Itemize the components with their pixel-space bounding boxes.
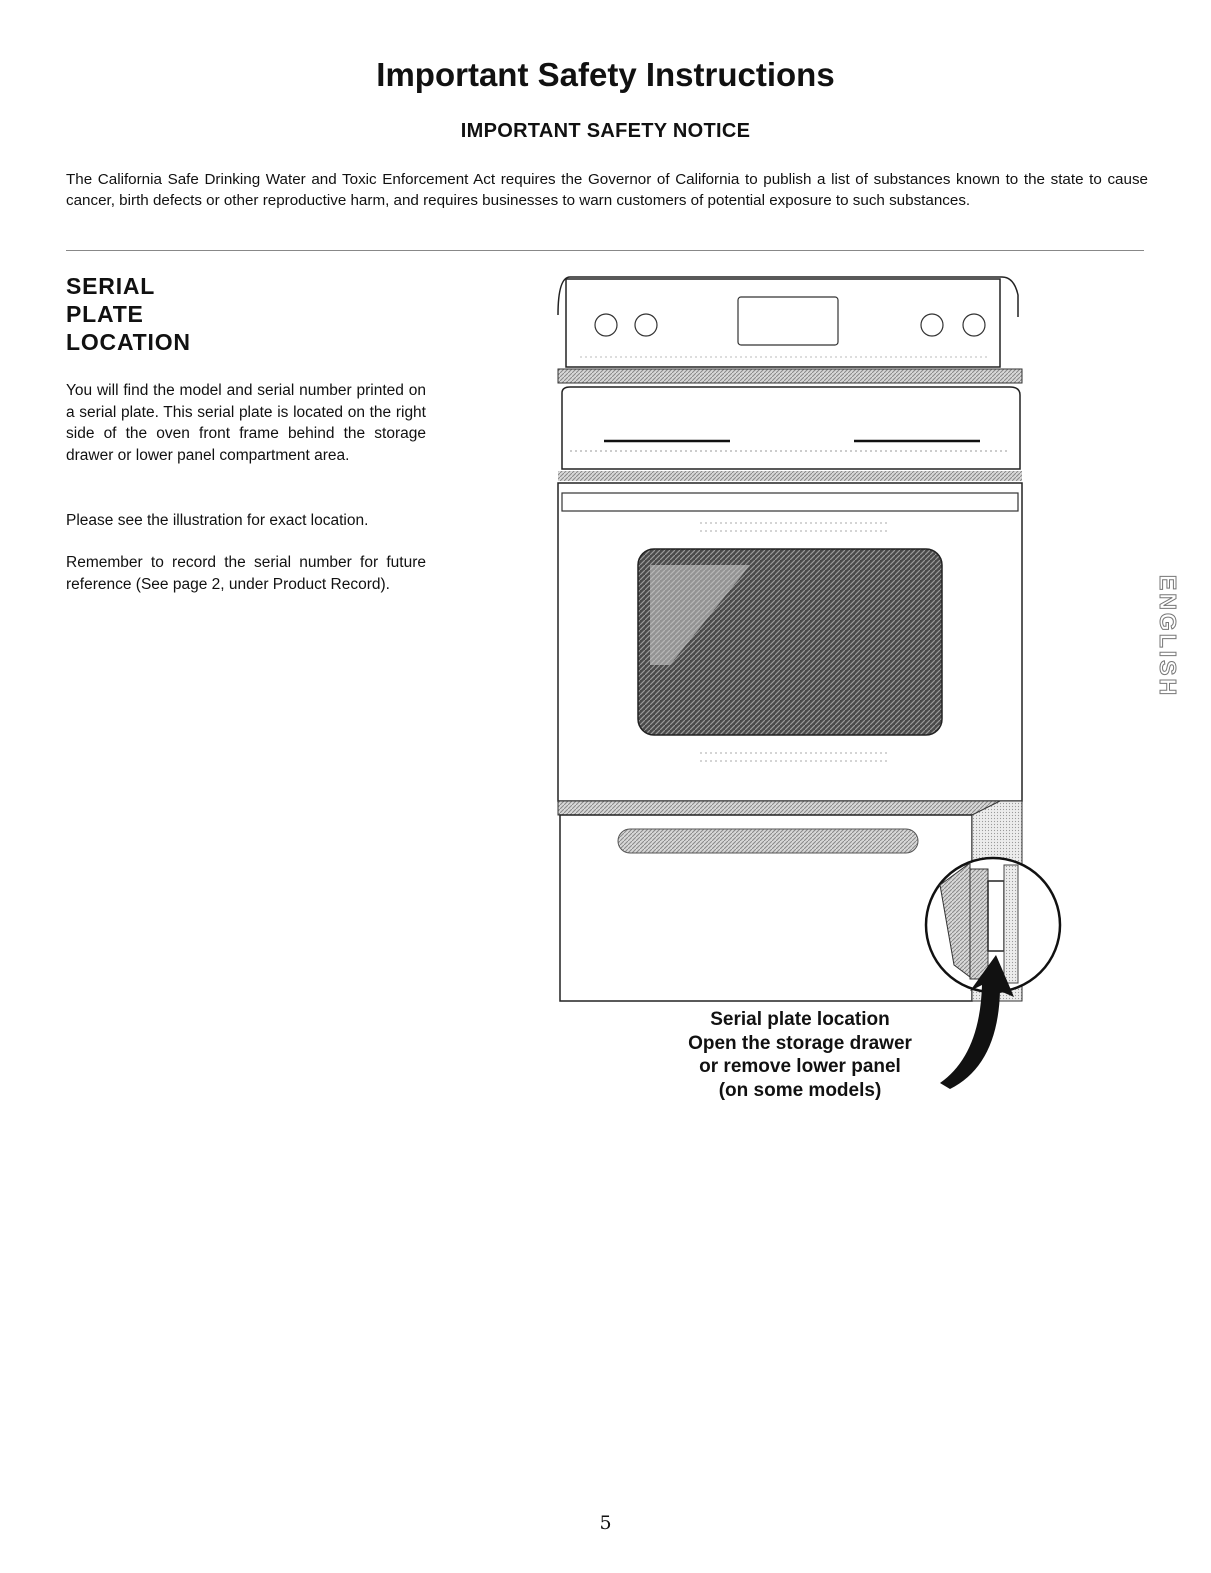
control-knob <box>595 314 617 336</box>
figure-caption <box>640 1008 960 1102</box>
serial-plate-paragraph: You will find the model and serial number printed on a serial plate. This serial plate is located on the right side of the oven front frame behind the storage drawer or lower panel compartment area. <box>66 382 426 464</box>
oven-door <box>558 483 1022 801</box>
control-knob <box>963 314 985 336</box>
caption-line: Serial plate location <box>710 1009 890 1030</box>
control-panel <box>558 277 1018 367</box>
control-knob <box>635 314 657 336</box>
caption-line: or remove lower panel <box>699 1056 901 1077</box>
range-drawing <box>540 265 1070 1125</box>
serial-plate <box>988 881 1004 951</box>
drawer-handle <box>618 829 918 853</box>
record-reminder-paragraph: Remember to record the serial number for future reference (See page 2, under Product Record). <box>66 554 426 593</box>
notice-text: The California Safe Drinking Water and Toxic Enforcement Act requires the Governor of California to publish a list of substances known to the state to cause cancer, birth defects or other reproductive harm, and requires businesses to warn customers of potential exposure to such substances. <box>66 171 1148 209</box>
language-tab <box>1153 556 1183 716</box>
range-illustration <box>540 265 1070 1125</box>
display-panel <box>738 297 838 345</box>
section-heading <box>66 272 366 356</box>
upper-panel <box>558 387 1022 481</box>
section-heading-line: SERIAL <box>66 273 156 299</box>
cooktop-edge <box>558 369 1022 383</box>
control-knob <box>921 314 943 336</box>
page-number: 5 <box>599 1512 612 1534</box>
language-tab-label: ENGLISH <box>1155 574 1182 698</box>
caption-line: Open the storage drawer <box>688 1032 912 1054</box>
caption-line: (on some models) <box>718 1079 882 1101</box>
section-divider <box>66 250 1144 251</box>
page-title: Important Safety Instructions <box>376 56 835 93</box>
illustration-reference-paragraph: Please see the illustration for exact location. <box>66 512 369 529</box>
door-handle <box>562 493 1018 511</box>
notice-heading: IMPORTANT SAFETY NOTICE <box>460 120 751 142</box>
section-heading-line: PLATE <box>66 301 144 327</box>
section-heading-line: LOCATION <box>66 329 191 355</box>
